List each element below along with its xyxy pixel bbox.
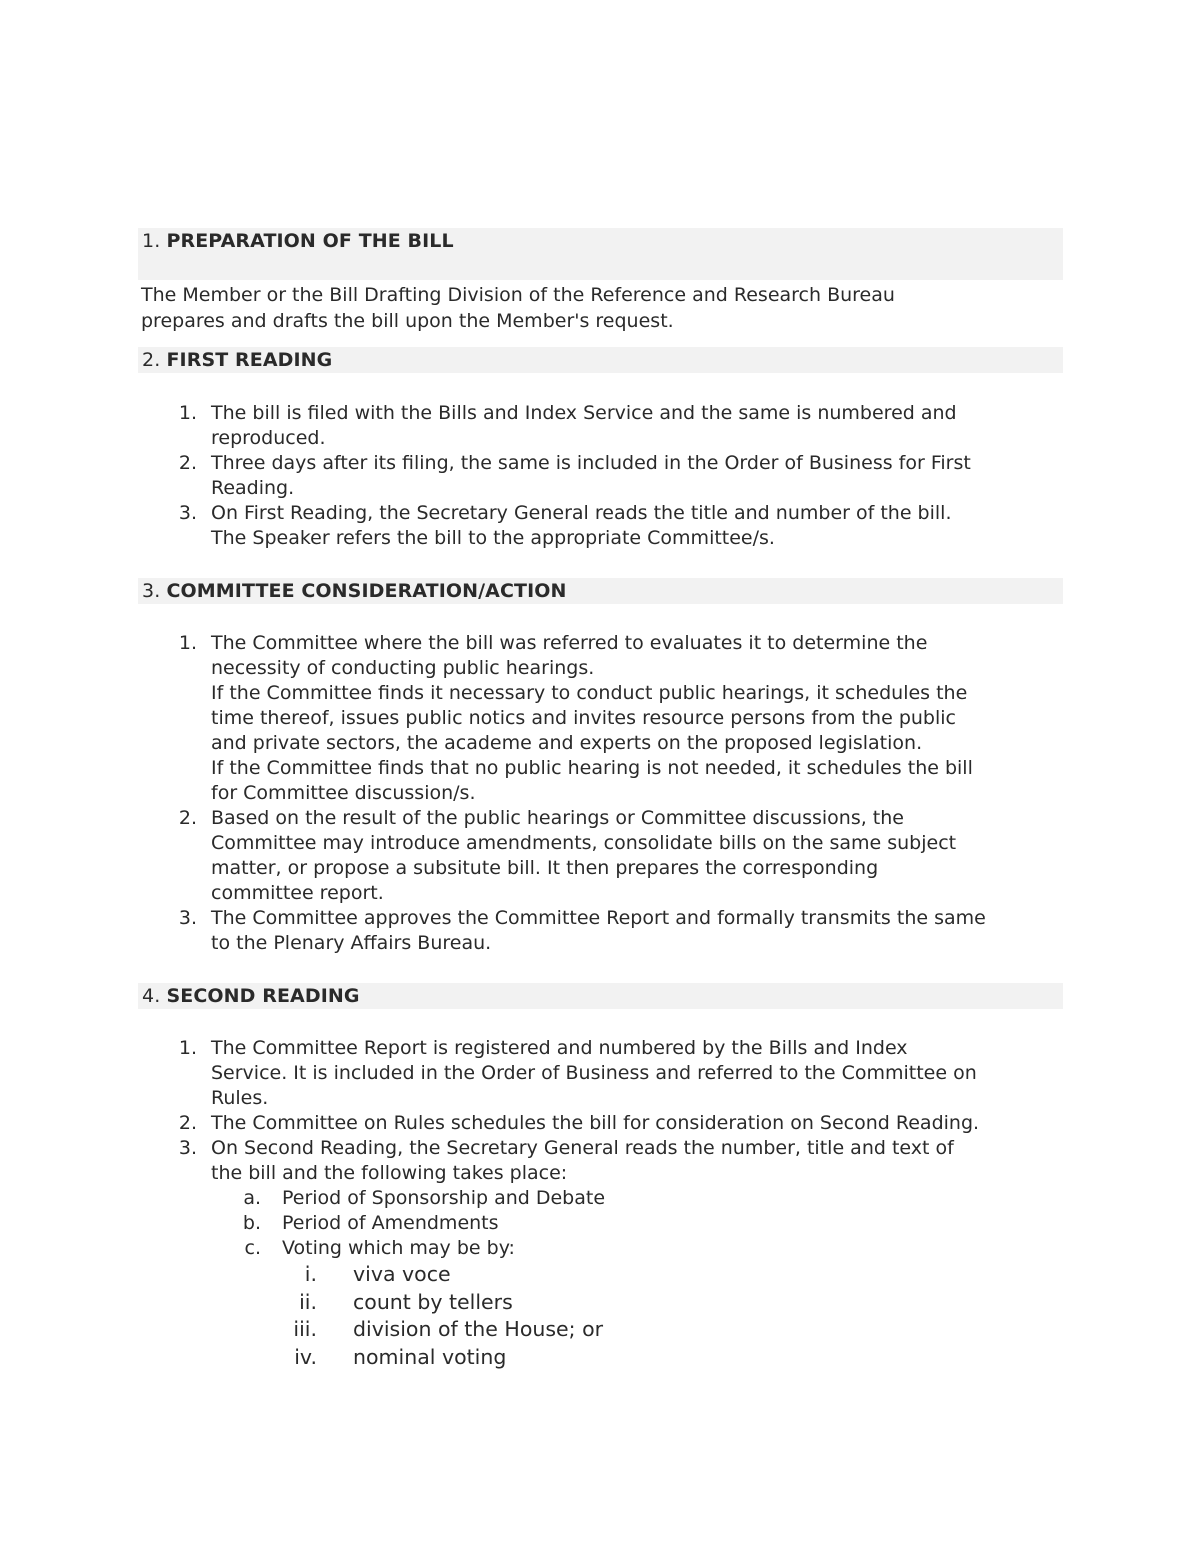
sub-item-letter: c. xyxy=(244,1237,261,1259)
paragraph-line: The Member or the Bill Drafting Division of the Reference and Research Bureau xyxy=(141,284,895,306)
list-item xyxy=(141,806,1061,906)
option-numeral: i. xyxy=(304,1262,317,1286)
item-number: 3. xyxy=(178,502,197,524)
item-number: 2. xyxy=(178,452,197,474)
item-line: necessity of conducting public hearings. xyxy=(211,657,595,679)
item-line: Three days after its filing, the same is included in the Order of Business for First xyxy=(211,452,971,474)
item-line: The Committee approves the Committee Report and formally transmits the same xyxy=(211,907,986,929)
sub-item-letter: a. xyxy=(243,1187,261,1209)
item-line: On Second Reading, the Secretary General reads the number, title and text of xyxy=(211,1137,954,1159)
item-line: committee report. xyxy=(211,882,384,904)
item-line: The Committee where the bill was referred to evaluates it to determine the xyxy=(211,632,928,654)
section-heading-preparation xyxy=(138,228,1063,280)
option-text: viva voce xyxy=(353,1262,451,1286)
list-item xyxy=(141,1111,1061,1136)
sub-item-text: Period of Amendments xyxy=(282,1212,499,1234)
voting-option xyxy=(282,1289,1061,1317)
section-title: FIRST READING xyxy=(166,349,333,371)
item-line: Committee may introduce amendments, consolidate bills on the same subject xyxy=(211,832,957,854)
section-heading-committee xyxy=(138,578,1063,604)
first-reading-list xyxy=(141,401,1061,551)
option-numeral: ii. xyxy=(299,1289,317,1314)
voting-option xyxy=(282,1316,1061,1344)
voting-options-list xyxy=(282,1261,1061,1371)
item-line: Reading. xyxy=(211,477,295,499)
sub-item-text: Period of Sponsorship and Debate xyxy=(282,1187,606,1209)
section-title: COMMITTEE CONSIDERATION/ACTION xyxy=(166,580,567,602)
list-item xyxy=(141,631,1061,806)
option-numeral: iii. xyxy=(293,1317,317,1341)
option-text: nominal voting xyxy=(353,1344,507,1369)
option-text: division of the House; or xyxy=(353,1317,604,1341)
item-line: On First Reading, the Secretary General reads the title and number of the bill. xyxy=(211,502,952,524)
item-line: If the Committee finds that no public hearing is not needed, it schedules the bill xyxy=(211,757,973,779)
item-number: 3. xyxy=(178,907,197,929)
sub-item-text: Voting which may be by: xyxy=(282,1237,515,1259)
section-number: 4. xyxy=(142,985,161,1007)
item-line: The Speaker refers the bill to the appropriate Committee/s. xyxy=(211,527,775,549)
list-item xyxy=(141,1136,1061,1371)
voting-option xyxy=(282,1261,1061,1289)
paragraph-line: prepares and drafts the bill upon the Member's request. xyxy=(141,309,674,332)
second-reading-list xyxy=(141,1036,1061,1371)
list-item xyxy=(141,906,1061,956)
item-line: The Committee on Rules schedules the bill for consideration on Second Reading. xyxy=(211,1112,980,1134)
committee-list xyxy=(141,631,1061,956)
section-title: SECOND READING xyxy=(166,985,360,1007)
sub-item xyxy=(211,1211,1061,1236)
item-number: 1. xyxy=(178,632,197,654)
section-heading-second-reading xyxy=(138,983,1063,1009)
item-line: reproduced. xyxy=(211,427,326,449)
list-item xyxy=(141,451,1061,501)
list-item xyxy=(141,401,1061,451)
section-heading-first-reading xyxy=(138,347,1063,373)
item-line: the bill and the following takes place: xyxy=(211,1162,568,1184)
sub-item xyxy=(211,1236,1061,1371)
item-line: Based on the result of the public hearings or Committee discussions, the xyxy=(211,807,904,829)
item-number: 3. xyxy=(178,1137,197,1159)
section-number: 2. xyxy=(142,349,161,371)
sub-item-letter: b. xyxy=(242,1212,261,1234)
item-number: 1. xyxy=(178,402,197,424)
voting-option xyxy=(282,1344,1061,1372)
list-item xyxy=(141,501,1061,551)
item-number: 2. xyxy=(178,807,197,829)
sub-list xyxy=(211,1186,1061,1371)
option-text: count by tellers xyxy=(353,1289,513,1314)
item-line: and private sectors, the academe and experts on the proposed legislation. xyxy=(211,732,923,754)
item-line: The bill is filed with the Bills and Index Service and the same is numbered and xyxy=(211,402,957,424)
sub-item xyxy=(211,1186,1061,1211)
item-line: If the Committee finds it necessary to conduct public hearings, it schedules the xyxy=(211,682,968,704)
item-line: time thereof, issues public notics and invites resource persons from the public xyxy=(211,707,956,729)
item-line: Rules. xyxy=(211,1087,269,1109)
list-item xyxy=(141,1036,1061,1111)
item-number: 2. xyxy=(178,1112,197,1134)
section-title: PREPARATION OF THE BILL xyxy=(166,230,454,252)
item-line: matter, or propose a subsitute bill. It then prepares the corresponding xyxy=(211,857,879,879)
item-line: for Committee discussion/s. xyxy=(211,782,476,804)
section-number: 3. xyxy=(142,580,161,602)
section-number: 1. xyxy=(142,230,161,252)
item-number: 1. xyxy=(178,1037,197,1059)
item-line: The Committee Report is registered and numbered by the Bills and Index xyxy=(211,1037,908,1059)
item-line: to the Plenary Affairs Bureau. xyxy=(211,932,492,954)
section-paragraph xyxy=(141,283,1041,334)
item-line: Service. It is included in the Order of Business and referred to the Committee on xyxy=(211,1062,977,1084)
option-numeral: iv. xyxy=(294,1344,317,1369)
